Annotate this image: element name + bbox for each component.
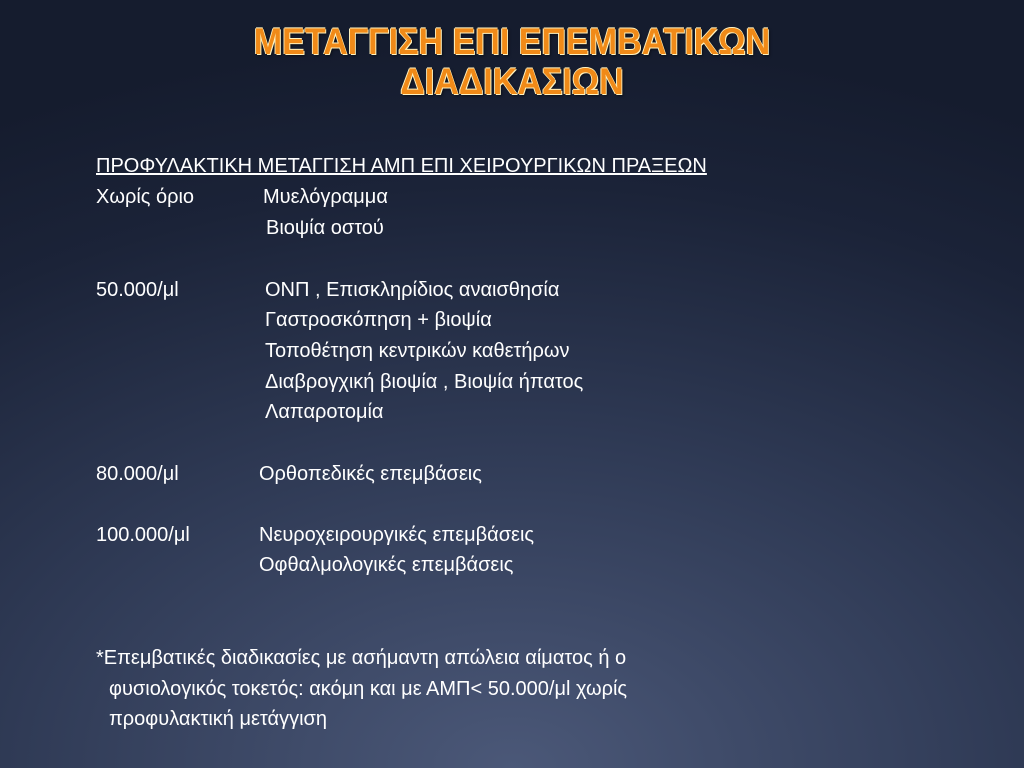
procedure-item: Τοποθέτηση κεντρικών καθετήρων: [265, 340, 570, 362]
procedure-item: Ορθοπεδικές επεμβάσεις: [259, 463, 482, 485]
procedure-item: Βιοψία οστού: [266, 217, 384, 239]
procedure-item: Γαστροσκόπηση + βιοψία: [265, 309, 492, 331]
procedure-item: Διαβρογχική βιοψία , Βιοψία ήπατος: [265, 371, 584, 393]
procedure-item: Λαπαροτομία: [265, 401, 384, 423]
threshold-label: 80.000/μl: [96, 463, 179, 485]
footnote-line: *Επεμβατικές διαδικασίες με ασήμαντη απώλεια αίματος ή ο: [96, 647, 627, 669]
threshold-label: 100.000/μl: [96, 524, 190, 546]
procedure-item: Οφθαλμολογικές επεμβάσεις: [259, 554, 514, 576]
footnote-line: προφυλακτική μετάγγιση: [109, 708, 328, 730]
section-heading: ΠΡΟΦΥΛΑΚΤΙΚΗ ΜΕΤΑΓΓΙΣΗ ΑΜΠ ΕΠΙ ΧΕΙΡΟΥΡΓΙΚΩΝ ΠΡΑΞΕΩΝ: [96, 155, 707, 177]
slide-title: [41, 22, 983, 102]
title-line-2: ΔΙΑΔΙΚΑΣΙΩΝ: [400, 61, 624, 102]
procedure-item: ΟΝΠ , Επισκληρίδιος αναισθησία: [265, 279, 560, 301]
threshold-label: Χωρίς όριο: [96, 186, 195, 208]
threshold-label: 50.000/μl: [96, 279, 179, 301]
title-line-1: ΜΕΤΑΓΓΙΣΗ ΕΠΙ ΕΠΕΜΒΑΤΙΚΩΝ: [253, 21, 771, 62]
procedure-item: Νευροχειρουργικές επεμβάσεις: [259, 524, 535, 546]
footnote-line: φυσιολογικός τοκετός: ακόμη και με ΑΜΠ< 50.000/μl χωρίς: [109, 678, 628, 700]
procedure-item: Μυελόγραμμα: [263, 186, 388, 208]
